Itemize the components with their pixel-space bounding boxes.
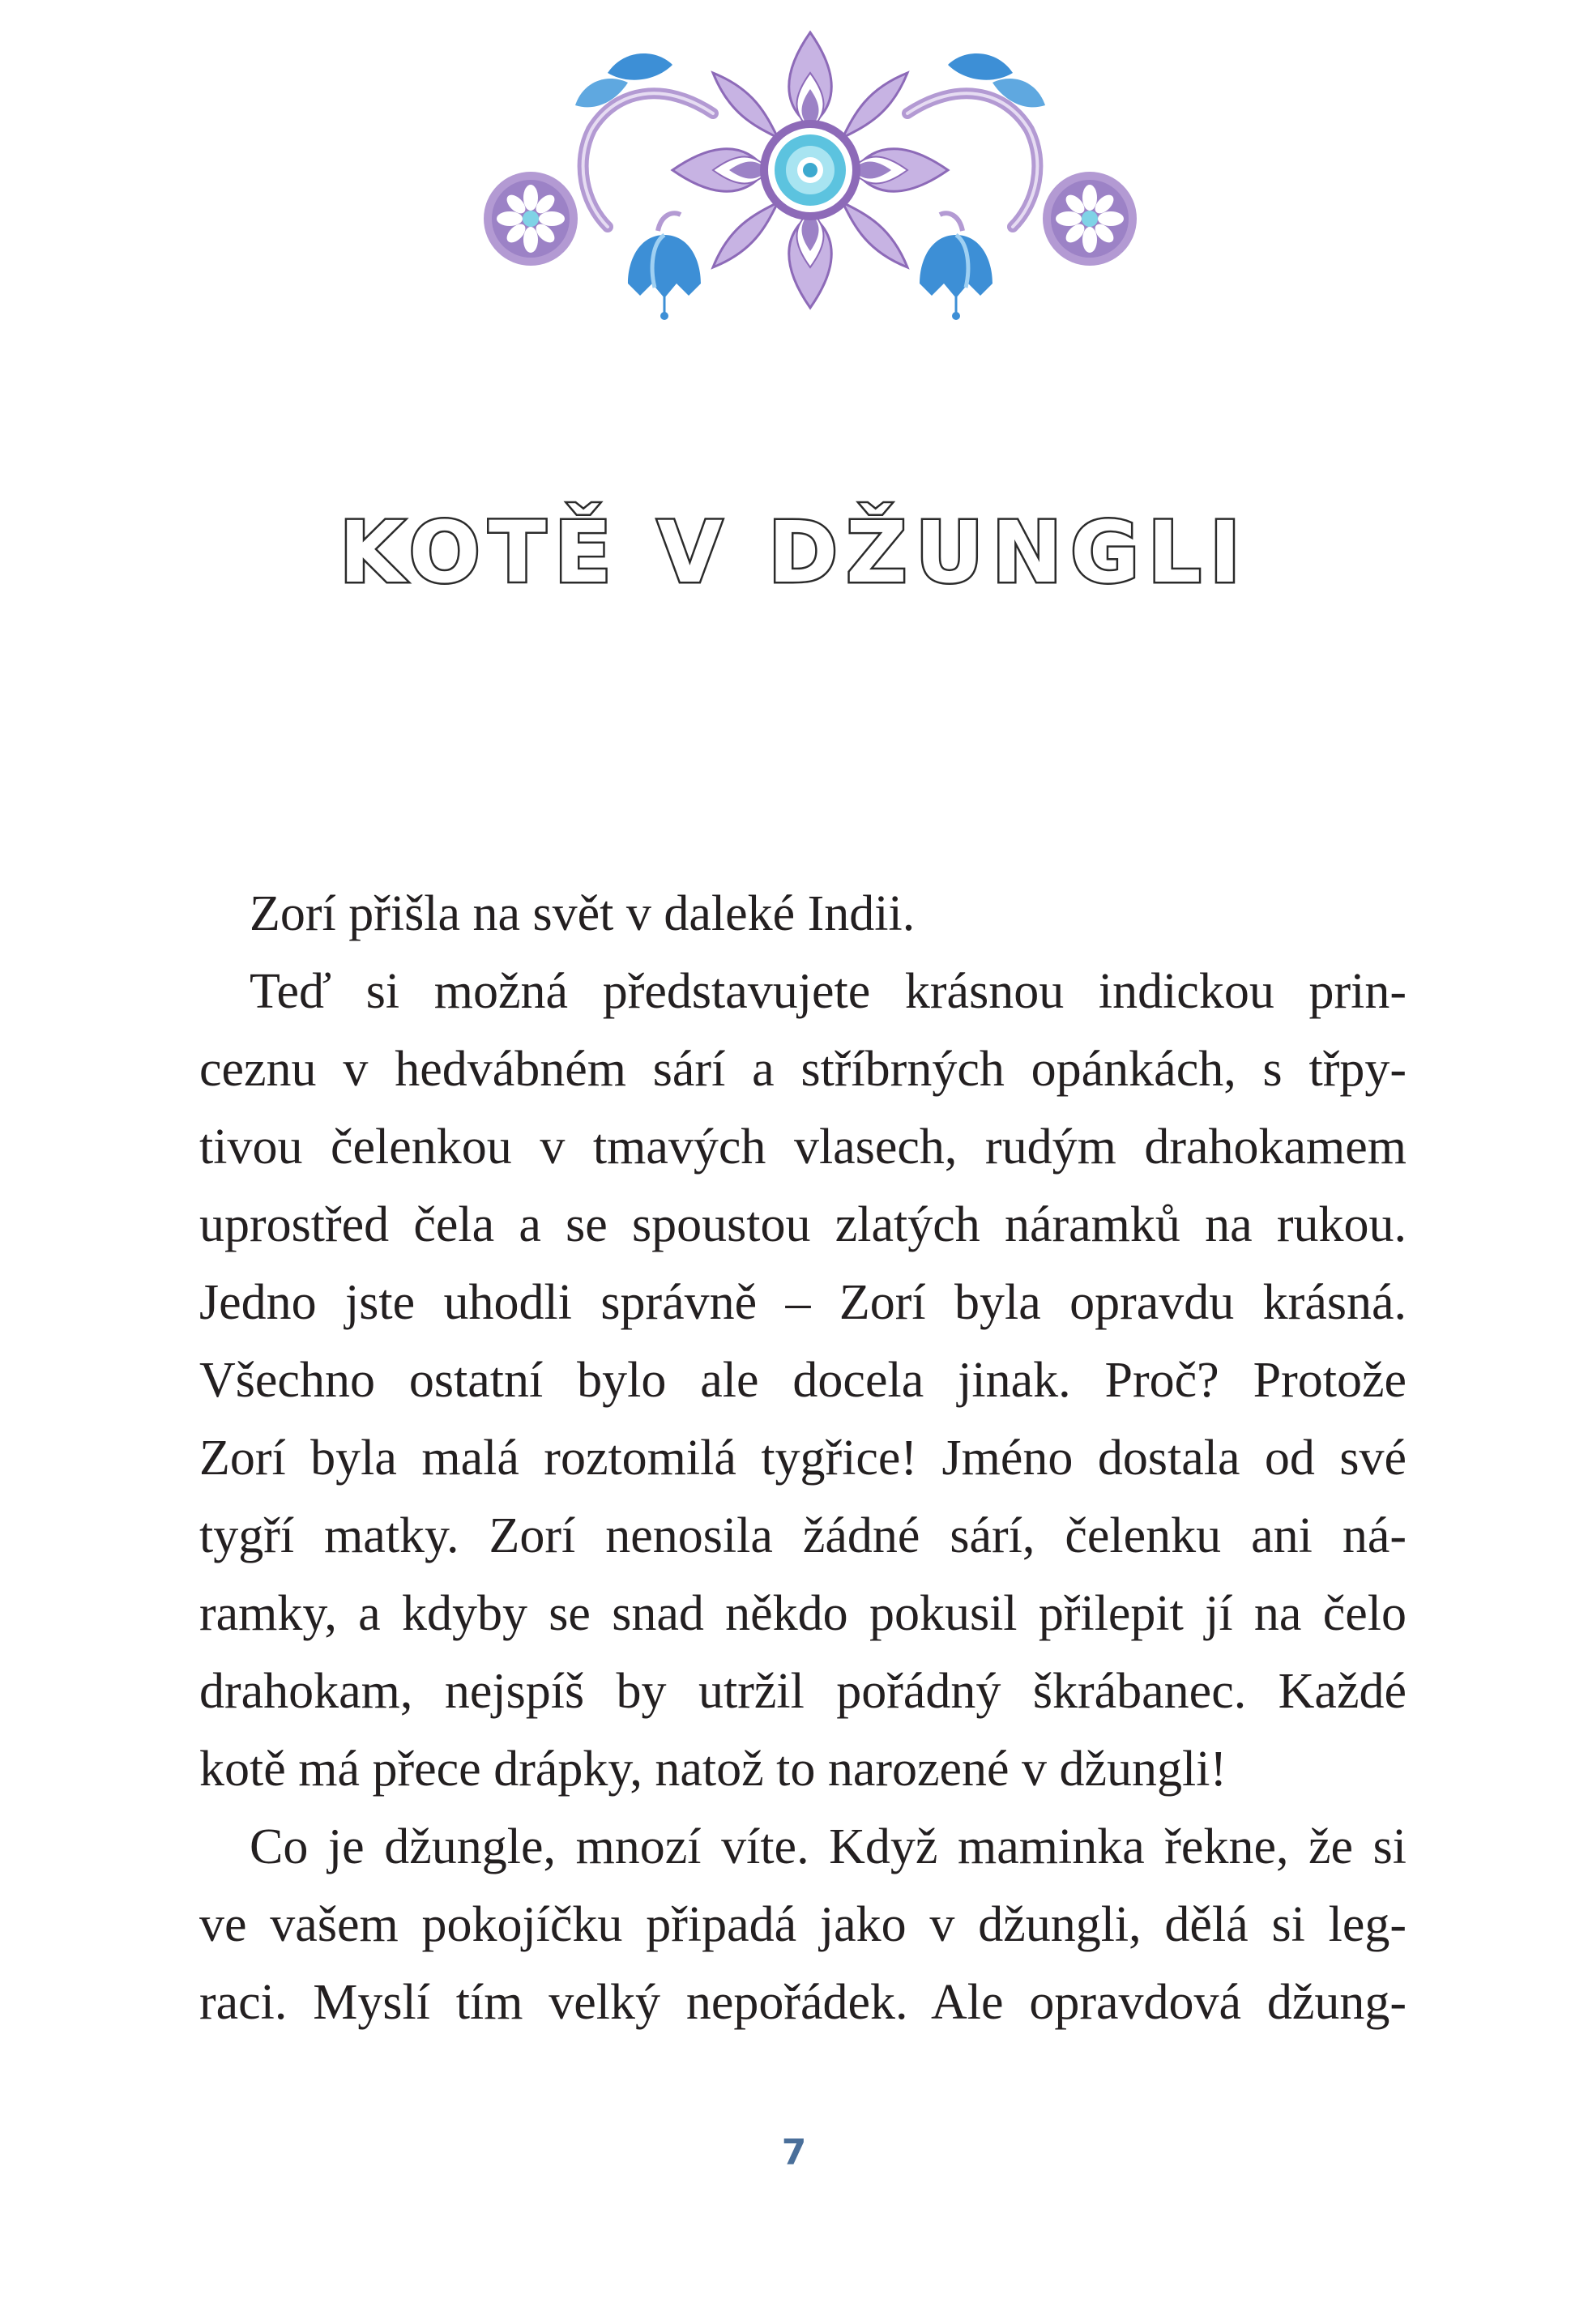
text-line: drahokam, nejspíš by utržil pořádný škrábanec. Každé	[199, 1664, 1407, 1719]
text-line: kotě má přece drápky, natož to narozené v džungli!	[199, 1742, 1227, 1797]
paragraph	[199, 1808, 1407, 2041]
chapter-body	[199, 875, 1407, 2041]
floral-ornament-icon	[470, 16, 1150, 340]
text-line: tygří matky. Zorí nenosila žádné sárí, čelenku ani ná-	[199, 1508, 1407, 1563]
page-number: 7	[781, 2132, 807, 2173]
text-line: raci. Myslí tím velký nepořádek. Ale opravdová džung-	[199, 1975, 1407, 2030]
text-line: ve vašem pokojíčku připadá jako v džungli, dělá si leg-	[199, 1897, 1407, 1952]
text-line: Jedno jste uhodli správně – Zorí byla opravdu krásná.	[199, 1275, 1407, 1330]
paragraph	[199, 953, 1407, 1808]
text-line: ceznu v hedvábném sárí a stříbrných opánkách, s třpy-	[199, 1042, 1407, 1097]
paragraph	[199, 875, 1407, 953]
text-line: uprostřed čela a se spoustou zlatých náramků na rukou.	[199, 1197, 1407, 1252]
text-line: ramky, a kdyby se snad někdo pokusil přilepit jí na čelo	[199, 1586, 1407, 1641]
text-line: Co je džungle, mnozí víte. Když maminka řekne, že si	[250, 1819, 1407, 1874]
text-line: Zorí byla malá roztomilá tygřice! Jméno dostala od své	[199, 1431, 1407, 1486]
text-line: tivou čelenkou v tmavých vlasech, rudým drahokamem	[199, 1119, 1407, 1175]
text-line: Teď si možná představujete krásnou indickou prin-	[250, 964, 1407, 1019]
chapter-title: KOTĚ V DŽUNGLI	[339, 503, 1249, 602]
text-line: Všechno ostatní bylo ale docela jinak. Proč? Protože	[199, 1353, 1407, 1408]
text-line: Zorí přišla na svět v daleké Indii.	[250, 886, 916, 941]
